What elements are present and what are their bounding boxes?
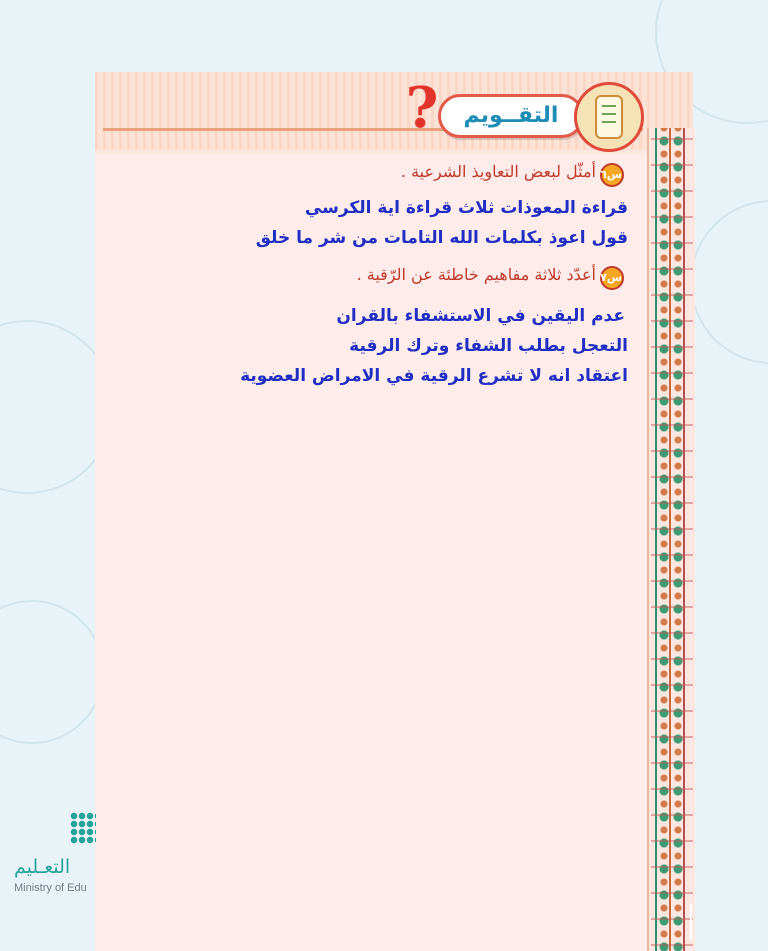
answer-line: قول اعوذ بكلمات الله التامات من شر ما خلق — [255, 228, 628, 248]
border-pattern — [651, 128, 693, 951]
answer-line: قراءة المعوذات ثلاث قراءة اية الكرسي — [304, 198, 628, 218]
question-number-badge: س٧ — [600, 266, 624, 290]
section-title: التقــويم — [463, 103, 559, 128]
ministry-logo-english: Ministry of Edu — [14, 882, 87, 894]
background-ornament — [690, 200, 768, 364]
question-mark-icon: ? — [405, 75, 439, 141]
page-edge-mark — [690, 904, 692, 940]
answer-line: التعجل بطلب الشفاء وترك الرقية — [349, 336, 628, 356]
section-title-badge — [438, 94, 584, 138]
answer-line: اعتقاد انه لا تشرع الرقية في الامراض العضوية — [240, 366, 628, 386]
answer-line: عدم اليقين في الاستشفاء بالقران — [336, 306, 625, 326]
question-number-badge: س٦ — [600, 163, 624, 187]
scroll-icon — [574, 82, 644, 152]
question-prompt: أمثّل لبعض التعاويذ الشرعية . — [400, 162, 596, 181]
ministry-logo-arabic: التعـليم — [14, 856, 71, 878]
background-ornament — [0, 600, 104, 744]
ornamental-border — [647, 128, 695, 951]
question-prompt: أعدّد ثلاثة مفاهيم خاطئة عن الرّقية . — [356, 265, 596, 284]
ministry-logo-icon — [70, 812, 96, 844]
